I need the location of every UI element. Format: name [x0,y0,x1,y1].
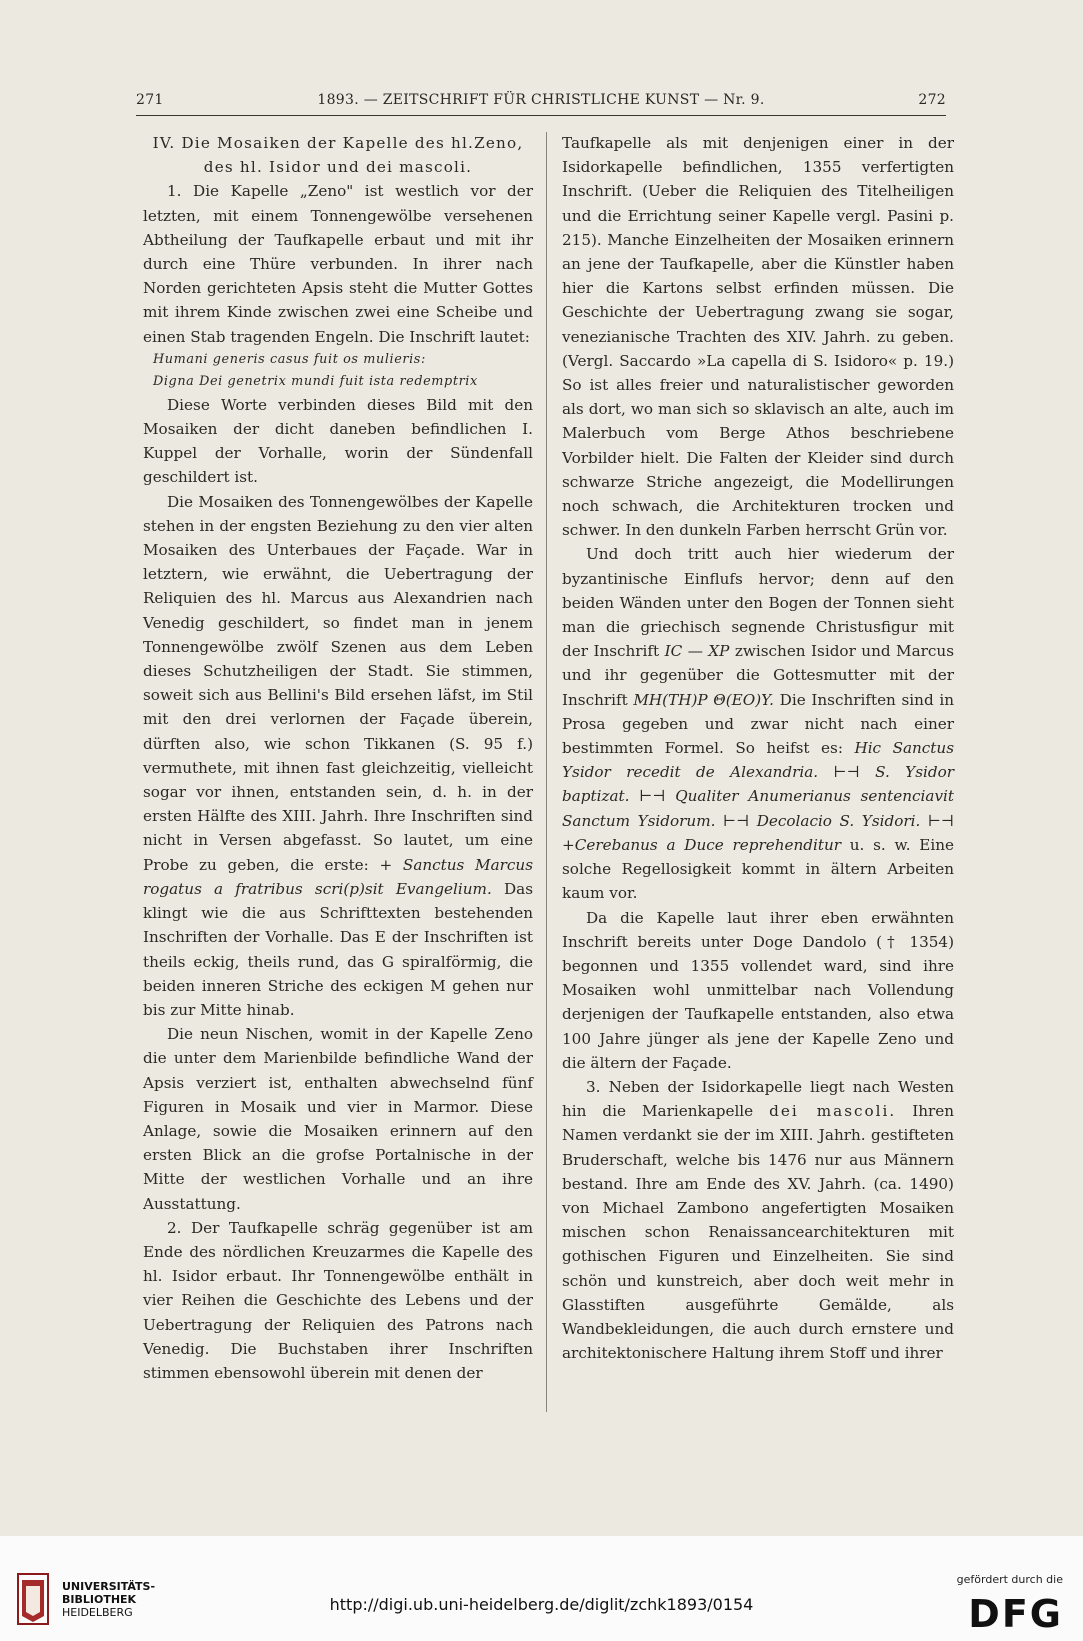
text-run: Die Mosaiken des Tonnengewölbes der Kapelle stehen in der engsten Beziehung zu den vier alten Mosaiken des Unterbaues der Façade. War in letztern, wie erwähnt, die Uebertragung der Reliquien des hl. Marcus aus Alexandrien nach Venedig geschildert, so findet man in jenem Tonnengewölbe zwölf Szenen aus dem Leben dieses Schutzheiligen der Stadt. Sie stimmen, soweit sich aus Bellini's Bild ersehen läfst, im Stil mit den drei verlornen der Façade überein, dürften also, wie schon Tikkanen (S. 95 f.) vermuthete, mit ihnen fast gleichzeitig, vielleicht sogar vor ihnen, entstanden sein, d. h. in der ersten Hälfte des XIII. Jahrh. Ihre Inschriften sind nicht in Versen abgefasst. So lautet, um eine Probe zu geben, die erste: + [143,492,533,874]
permalink-url[interactable]: http://digi.ub.uni-heidelberg.de/diglit/zchk1893/0154 [329,1595,754,1614]
left-column [143,131,533,1385]
library-line: UNIVERSITÄTS- [62,1580,156,1593]
footer-bar [0,1536,1083,1641]
text-run: Die Inschriften sind in Prosa gegeben und zwar nicht nach einer bestimmten Formel. So heifst es: [562,690,954,758]
separator: ⊢⊣ + [562,811,954,854]
inscription-verse-1: Humani generis casus fuit os mulieris: [153,351,426,367]
paragraph: 1. Die Kapelle „Zeno" ist westlich vor der letzten, mit einem Tonnengewölbe versehenen Abtheilung der Taufkapelle erbaut und mit ihr durch eine Thüre verbunden. In ihrer nach Norden gerichteten Apsis steht die Mutter Gottes mit ihrem Kinde zwischen zwei eine Scheibe und einen Stab tragenden Engeln. Die Inschrift lautet: [143,182,533,346]
dfg-logo: DFG [968,1592,1063,1636]
paragraph: 2. Der Taufkapelle schräg gegenüber ist am Ende des nördlichen Kreuzarmes die Kapelle des hl. Isidor erbaut. Ihr Tonnengewölbe enthält in vier Reihen die Geschichte des Lebens und der Uebertragung der Reliquien des Patrons nach Venedig. Die Buchstaben ihrer Inschriften stimmen ebensowohl überein mit denen der [143,1218,533,1382]
separator: ⊢⊣ [629,787,676,806]
inscription-mh: MH(TH)P Θ(EO)Y. [633,690,775,709]
text-run: Das klingt wie die aus Schrifttexten bestehenden Inschriften der Vorhalle. Das E der Inschriften ist theils eckig, theils rund, das G spiralförmig, die beiden inneren Striche des eckigen M gehen nur bis zur Mitte hinab. [143,879,533,1019]
paragraph [562,1075,954,1365]
section-heading-line2: des hl. Isidor und dei mascoli. [203,158,473,177]
header-rule [136,115,946,116]
inscription-quote: Cerebanus a Duce reprehenditur [574,835,841,854]
separator: ⊢⊣ [818,763,876,782]
library-line: BIBLIOTHEK [62,1593,137,1606]
inscription-quote: Hic Sanctus Ysidor recedit de Alexandria. [562,739,954,782]
text-run: zwischen Isidor und Marcus und ihr gegenüber die Gottesmutter mit der Inschrift [562,642,954,709]
inscription-quote: S. Ysidor baptizat. [562,763,954,806]
column-divider [546,132,547,1412]
paragraph: Taufkapelle als mit denjenigen einer in der Isidorkapelle befindlichen, 1355 verfertigten Inschrift. (Ueber die Reliquien des Titelheiligen und die Errichtung seiner Kapelle vergl. Pasini p. 215). Manche Einzelheiten der Mosaiken erinnern an jene der Taufkapelle, aber die Künstler haben hier die Kartons selbst erfinden müssen. Die Geschichte der Uebertragung zwang sie sogar, venezianische Trachten des XIV. Jahrh. zu geben. (Vergl. Saccardo »La capella di S. Isidoro« p. 19.) So ist alles freier und naturalistischer geworden als dort, wo man sich so sklavisch an alte, auch im Malerbuch vom Berge Athos beschriebene Vorbilder hielt. Die Falten der Kleider sind durch schwarze Striche angezeigt, die Modellirungen noch schwach, die Architekturen trocken und schwer. In den dunkeln Farben herrscht Grün vor. [562,134,954,540]
page-number-left: 271 [136,92,164,108]
paragraph [562,542,954,905]
inscription-verse-2: Digna Dei genetrix mundi fuit ista redemptrix [153,373,478,389]
spaced-name: dei mascoli. [769,1102,897,1121]
text-run: u. s. w. Eine solche Regellosigkeit kommt in ältern Arbeiten kaum vor. [562,835,954,903]
inscription-quote: Decolacio S. Ysidori. [756,811,921,830]
running-header [136,92,946,114]
text-run: Und doch tritt auch hier wiederum der byzantinische Einflufs hervor; denn auf den beiden Wänden unter den Bogen der Tonnen sieht man die griechisch segnende Christusfigur mit der Inschrift [562,545,954,661]
inscription-quote: Qualiter Anumerianus sentenciavit Sanctum Ysidorum. [562,787,954,830]
paragraph [143,490,533,1022]
inscription-ic-xp: IC — XP [664,642,730,661]
library-line: HEIDELBERG [62,1606,133,1619]
right-column [562,131,954,1365]
separator: ⊢⊣ [715,811,757,830]
paragraph: Diese Worte verbinden dieses Bild mit den Mosaiken der dicht daneben befindlichen I. Kuppel der Vorhalle, worin der Sündenfall geschildert ist. [143,395,533,487]
section-heading-line1: IV. Die Mosaiken der Kapelle des hl.Zeno, [152,134,524,152]
italic-quote: Sanctus Marcus rogatus a fratribus scri(p)sit Evangelium. [143,855,533,898]
funded-by-label: gefördert durch die [956,1573,1063,1586]
text-run: 3. Neben der Isidorkapelle liegt nach Westen hin die Marienkapelle [562,1077,954,1121]
text-run: Ihren Namen verdankt sie der im XIII. Jahrh. gestifteten Bruderschaft, welche bis 1476 nur aus Männern bestand. Ihre am Ende des XV. Jahrh. (ca. 1490) von Michael Zambono angefertigten Mosaiken mischen schon Renaissancearchitekturen mit gothischen Figuren und Einzelheiten. Sie sind schön und kunstreich, aber doch weit mehr in Glasstiften ausgeführte Gemälde, als Wandbekleidungen, die auch durch ernstere und architektonischere Haltung ihrem Stoff und ihrer [562,1102,955,1363]
paragraph: Die neun Nischen, womit in der Kapelle Zeno die unter dem Marienbilde befindliche Wand der Apsis verziert ist, enthalten abwechselnd fünf Figuren in Mosaik und vier in Marmor. Diese Anlage, sowie die Mosaiken erinnern auf den ersten Blick an die grofse Portalnische in der Mitte der westlichen Vorhalle und an ihre Ausstattung. [143,1025,533,1213]
journal-title: 1893. — ZEITSCHRIFT FÜR CHRISTLICHE KUNST — Nr. 9. [317,92,765,108]
page-number-right: 272 [918,92,946,108]
paragraph: Da die Kapelle laut ihrer eben erwähnten Inschrift bereits unter Doge Dandolo († 1354) begonnen und 1355 vollendet ward, sind ihre Mosaiken wohl unmittelbar nach Vollendung derjenigen der Taufkapelle entstanden, also etwa 100 Jahre jünger als jene der Kapelle Zeno und die ältern der Façade. [562,908,954,1072]
